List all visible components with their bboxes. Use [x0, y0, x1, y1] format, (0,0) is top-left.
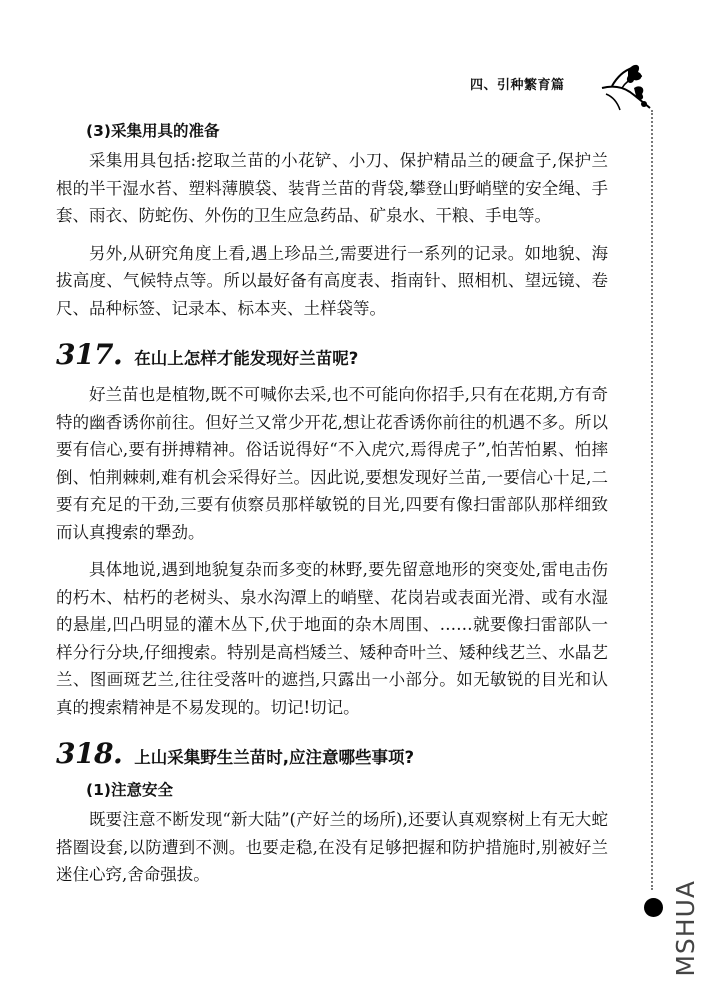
orchid-decoration-icon	[598, 58, 654, 114]
margin-dotted-line	[651, 110, 653, 890]
paragraph: 另外,从研究角度上看,遇上珍品兰,需要进行一系列的记录。如地貌、海拔高度、气候特点等。所以最好备有高度表、指南针、照相机、望远镜、卷尺、品种标签、记录本、标本夹、土样袋等。	[56, 243, 608, 318]
page-marker-dot	[644, 898, 663, 917]
subheading-tools: (3)采集用具的准备	[86, 122, 220, 140]
question-heading-317	[56, 338, 608, 371]
question-heading-318	[56, 737, 608, 770]
question-title: 在山上怎样才能发现好兰苗呢?	[134, 349, 359, 368]
paragraph: 具体地说,遇到地貌复杂而多变的林野,要先留意地形的突变处,雷电击伤的朽木、枯朽的老树头、泉水沟潭上的峭壁、花岗岩或表面光滑、或有水湿的悬崖,凹凸明显的灌木丛下,伏于地面的杂木周围、……就要像扫雷部队一样分行分块,仔细搜索。特别是高档矮兰、矮种奇叶兰、矮种线艺兰、水晶艺兰、图画斑艺兰,往往受落叶的遮挡,只露出一小部分。如无敏锐的目光和认真的搜索精神是不易发现的。切记!切记。	[56, 560, 608, 717]
question-number: 317.	[56, 338, 123, 371]
question-title: 上山采集野生兰苗时,应注意哪些事项?	[134, 748, 415, 767]
paragraph: 好兰苗也是植物,既不可喊你去采,也不可能向你招手,只有在花期,方有奇特的幽香诱你前往。但好兰又常少开花,想让花香诱你前往的机遇不多。所以要有信心,要有拼搏精神。俗话说得好“不入虎穴,焉得虎子”,怕苦怕累、怕摔倒、怕荆棘刺,难有机会采得好兰。因此说,要想发现好兰苗,一要信心十足,二要有充足的干劲,三要有侦察员那样敏锐的目光,四要有像扫雷部队那样细致而认真搜索的犟劲。	[56, 385, 608, 542]
running-header: 四、引种繁育篇	[470, 78, 565, 93]
paragraph: 采集用具包括:挖取兰苗的小花铲、小刀、保护精品兰的硬盒子,保护兰根的半干湿水苔、塑料薄膜袋、装背兰苗的背袋,攀登山野峭壁的安全绳、手套、雨衣、防蛇伤、外伤的卫生应急药品、矿泉水、干粮、手电等。	[56, 151, 608, 225]
watermark: MSHUA	[671, 880, 700, 977]
page-content	[56, 115, 608, 889]
paragraph: 既要注意不断发现“新大陆”(产好兰的场所),还要认真观察树上有无大蛇搭圈设套,以防遭到不测。也要走稳,在没有足够把握和防护措施时,别被好兰迷住心窍,舍命强拔。	[56, 810, 608, 884]
question-number: 318.	[56, 737, 123, 770]
subheading-safety: (1)注意安全	[86, 781, 173, 799]
